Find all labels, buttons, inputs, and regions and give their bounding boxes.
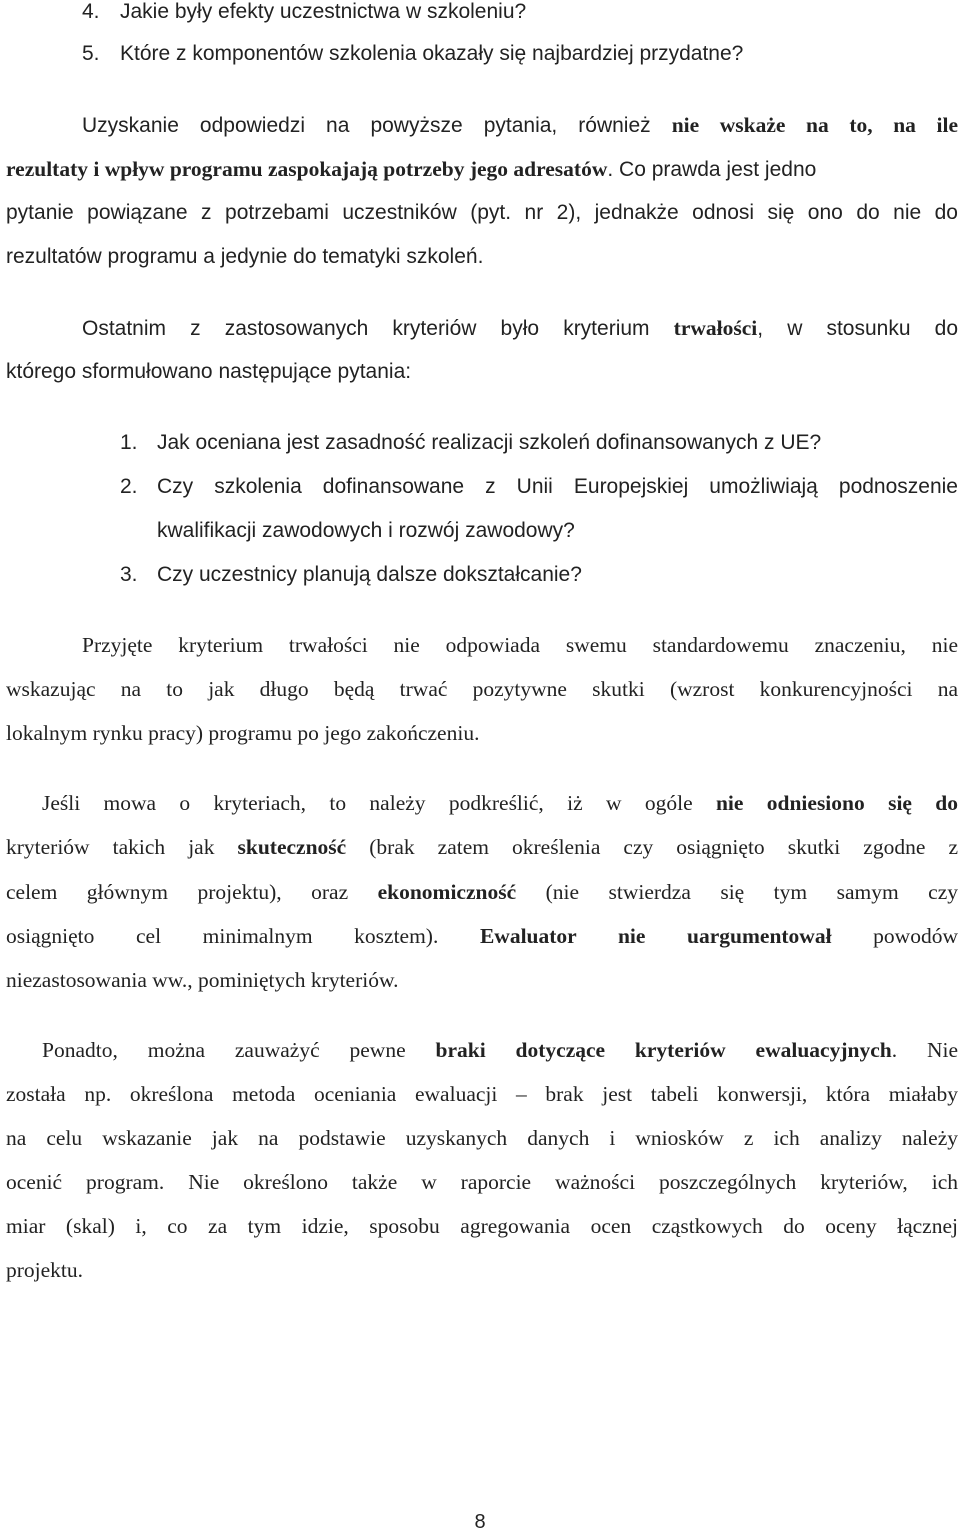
paragraph-2-line-1: Ostatnim z zastosowanych kryteriów było kryterium trwałości, w stosunku do — [82, 316, 958, 340]
list-item-continuation: kwalifikacji zawodowych i rozwój zawodowy? — [157, 519, 575, 542]
paragraph-4-line-4: osiągnięto cel minimalnym kosztem). Ewaluator nie uargumentował powodów — [6, 924, 958, 948]
list-text: Jak oceniana jest zasadność realizacji szkoleń dofinansowanych z UE? — [157, 431, 822, 454]
paragraph-4-line-1: Jeśli mowa o kryteriach, to należy podkreślić, iż w ogóle nie odniesiono się do — [42, 791, 958, 815]
paragraph-2-line-2: którego sformułowano następujące pytania: — [6, 360, 412, 383]
paragraph-4-line-5: niezastosowania ww., pominiętych kryteriów. — [6, 968, 399, 992]
list-text: Czy szkolenia dofinansowane z Unii Europejskiej umożliwiają podnoszenie — [157, 475, 958, 498]
paragraph-5-line-6: projektu. — [6, 1258, 84, 1282]
paragraph-1-line-2: rezultaty i wpływ programu zaspokajają potrzeby jego adresatów. Co prawda jest jedno — [6, 157, 817, 181]
list-text: Jakie były efekty uczestnictwa w szkoleniu? — [120, 0, 527, 23]
paragraph-3-line-3: lokalnym rynku pracy) programu po jego zakończeniu. — [6, 721, 480, 745]
paragraph-1-line-1: Uzyskanie odpowiedzi na powyższe pytania, również nie wskaże na to, na ile — [82, 113, 958, 137]
paragraph-4-line-3: celem głównym projektu), oraz ekonomiczność (nie stwierdza się tym samym czy — [6, 880, 959, 904]
page-number: 8 — [474, 1511, 486, 1533]
paragraph-1-line-3: pytanie powiązane z potrzebami uczestników (pyt. nr 2), jednakże odnosi się ono do nie do — [6, 201, 958, 224]
paragraph-5-line-5: miar (skal) i, co za tym idzie, sposobu agregowania ocen cząstkowych do oceny łącznej — [6, 1214, 958, 1238]
paragraph-3-line-2: wskazując na to jak długo będą trwać pozytywne skutki (wzrost konkurencyjności na — [6, 677, 958, 701]
paragraph-5-line-1: Ponadto, można zauważyć pewne braki dotyczące kryteriów ewaluacyjnych. Nie — [42, 1038, 959, 1062]
list-number: 2. — [120, 475, 138, 498]
list-number: 4. — [82, 0, 100, 23]
list-number: 3. — [120, 563, 138, 586]
list-text: Które z komponentów szkolenia okazały się najbardziej przydatne? — [120, 42, 744, 65]
list-number: 5. — [82, 42, 100, 65]
list-text: Czy uczestnicy planują dalsze dokształcanie? — [157, 563, 582, 586]
paragraph-5-line-2: została np. określona metoda oceniania ewaluacji – brak jest tabeli konwersji, która miałaby — [6, 1082, 958, 1106]
list-number: 1. — [120, 431, 138, 454]
paragraph-1-line-4: rezultatów programu a jedynie do tematyki szkoleń. — [6, 245, 484, 268]
paragraph-4-line-2: kryteriów takich jak skuteczność (brak zatem określenia czy osiągnięto skutki zgodne z — [6, 835, 958, 859]
paragraph-3-line-1: Przyjęte kryterium trwałości nie odpowiada swemu standardowemu znaczeniu, nie — [82, 633, 958, 657]
paragraph-5-line-4: ocenić program. Nie określono także w raporcie ważności poszczególnych kryteriów, ich — [6, 1170, 958, 1194]
paragraph-5-line-3: na celu wskazanie jak na podstawie uzyskanych danych i wniosków z ich analizy należy — [6, 1126, 958, 1150]
